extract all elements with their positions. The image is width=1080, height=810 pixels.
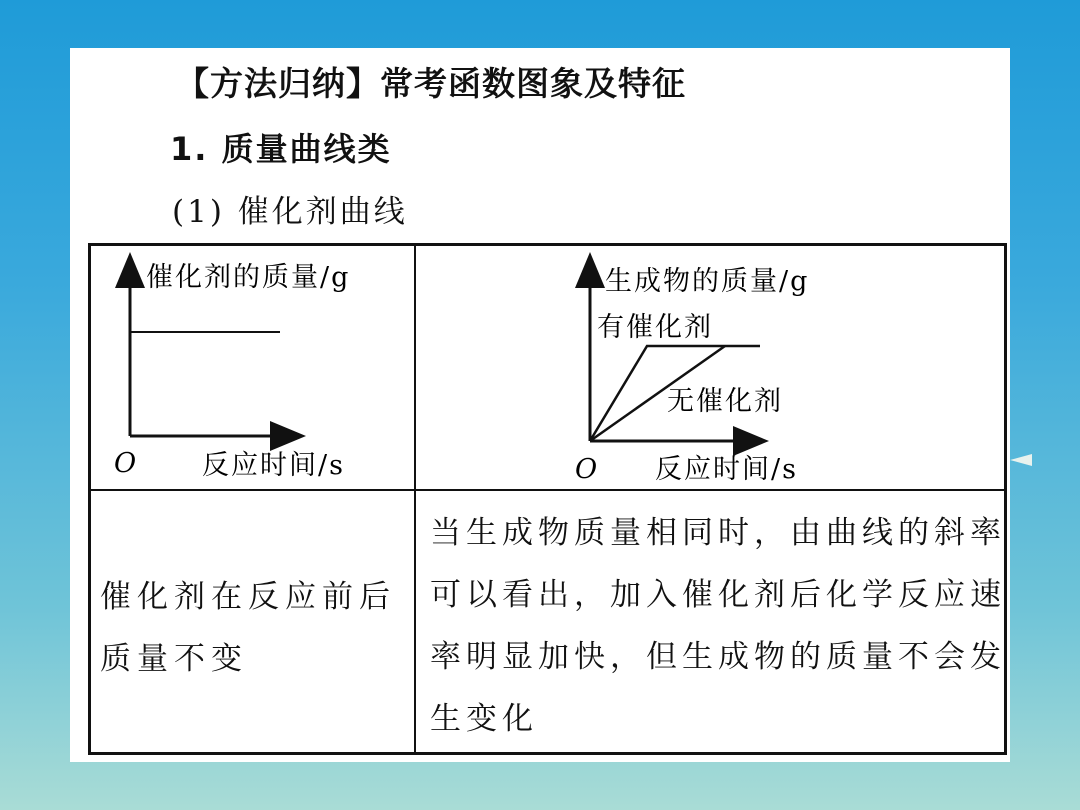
subsection-title: (1) 催化剂曲线 bbox=[172, 194, 408, 230]
with-catalyst-label: 有催化剂 bbox=[597, 312, 713, 343]
left-description: 催化剂在反应前后质量不变 bbox=[100, 579, 396, 677]
table-row-divider bbox=[88, 489, 1007, 491]
catalyst-mass-graph bbox=[100, 250, 410, 485]
origin-label: O bbox=[114, 448, 137, 479]
decorative-arrow bbox=[1010, 454, 1032, 466]
y-axis-label: 催化剂的质量/g bbox=[146, 262, 351, 293]
y-axis-label: 生成物的质量/g bbox=[605, 266, 810, 297]
without-catalyst-label: 无催化剂 bbox=[667, 386, 783, 417]
x-axis-label: 反应时间/s bbox=[202, 450, 345, 481]
section-title: 1. 质量曲线类 bbox=[170, 130, 392, 168]
right-description: 当生成物质量相同时，由曲线的斜率可以看出，加入催化剂后化学反应速率明显加快，但生成物的质量不会发生变化 bbox=[430, 515, 1006, 737]
product-mass-graph bbox=[565, 250, 1005, 488]
table-column-divider bbox=[414, 243, 416, 755]
x-axis-label: 反应时间/s bbox=[655, 454, 798, 485]
origin-label: O bbox=[575, 454, 598, 485]
heading: 【方法归纳】常考函数图象及特征 bbox=[176, 64, 686, 103]
